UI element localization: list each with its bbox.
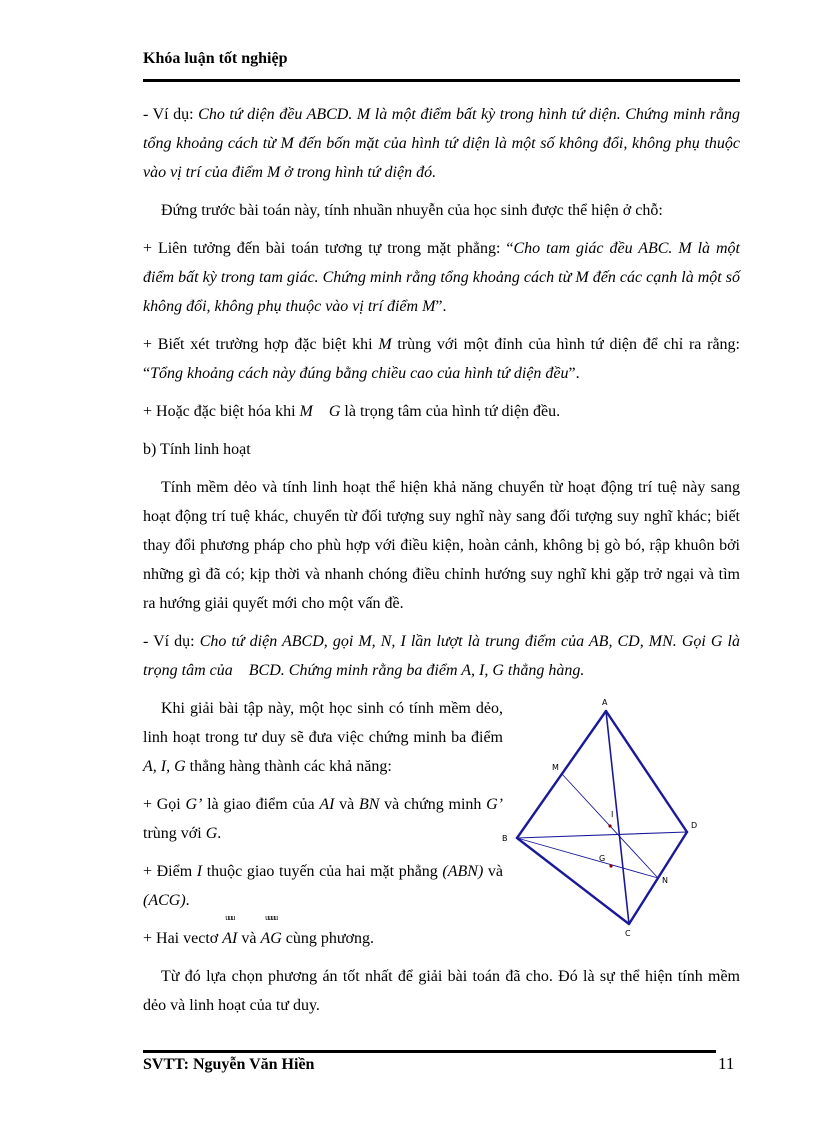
bullet-analogy: + Liên tưởng đến bài toán tương tự trong mặt phẳng: “Cho tam giác đều ABC. M là một điểm bất kỳ trong tam giác. Chứng minh rằng tổng khoảng cách từ M đến các cạnh là một số không đổi, không phụ thuộc vào vị trí điểm M”. bbox=[143, 240, 740, 315]
vector-ag: uuuu AG bbox=[260, 913, 282, 947]
bullet-vectors: + Hai vectơ uuu AI và uuuu AG cùng phương. bbox=[143, 924, 740, 953]
label-d: D bbox=[691, 821, 698, 830]
point-i bbox=[608, 824, 611, 827]
edge-ab bbox=[517, 711, 606, 838]
header-title: Khóa luận tốt nghiệp bbox=[143, 50, 288, 67]
label-m: M bbox=[552, 763, 559, 772]
example-label: - Ví dụ: bbox=[143, 106, 199, 123]
flexibility-paragraph: Tính mềm dẻo và tính linh hoạt thể hiện khả năng chuyển từ hoạt động trí tuệ này sang hoạt động trí tuệ khác, chuyển từ đối tượng suy nghĩ này sang đối tượng suy nghĩ khác; biết thay đổi phương pháp cho phù hợp với điều kiện, hoàn cảnh, không bị gò bó, rập khuôn bởi những gì đã có; kịp thời và nhanh chóng điều chỉnh hướng suy nghĩ khi gặp trở ngại và tìm ra hướng giải quyết mới cho một vấn đề. bbox=[143, 479, 740, 612]
vector-ai: uuu AI bbox=[222, 913, 238, 947]
solution-intro: Khi giải bài tập này, một học sinh có tính mềm dẻo, linh hoạt trong tư duy sẽ đưa việc chứng minh ba điểm A, I, G thẳng hàng thành các khả năng: bbox=[143, 700, 503, 775]
segment-bn bbox=[517, 838, 658, 878]
label-g: G bbox=[599, 854, 606, 863]
tetrahedron-diagram bbox=[502, 691, 740, 941]
header-rule bbox=[143, 79, 740, 82]
main-content bbox=[143, 100, 740, 1029]
edge-bd bbox=[517, 832, 687, 838]
example-paragraph-2: - Ví dụ: Cho tứ diện ABCD, gọi M, N, I lần lượt là trung điểm của AB, CD, MN. Gọi G là trọng tâm của BCD. Chứng minh rằng ba điểm A, I, G thẳng hàng. bbox=[143, 633, 740, 679]
example-paragraph-1 bbox=[143, 100, 740, 187]
bullet-planes: + Điểm I thuộc giao tuyến của hai mặt phẳng (ABN) và (ACG). bbox=[143, 863, 504, 909]
bullet-special-case: + Biết xét trường hợp đặc biệt khi M trùng với một đỉnh của hình tứ diện để chỉ ra rằng: “Tổng khoảng cách này đúng bằng chiều cao của hình tứ diện đều”. bbox=[143, 336, 741, 382]
edge-bc bbox=[517, 838, 629, 924]
tetrahedron-figure bbox=[502, 691, 740, 941]
conclusion-paragraph: Từ đó lựa chọn phương án tốt nhất để giải bài toán đã cho. Đó là sự thể hiện tính mềm dẻo và linh hoạt của tư duy. bbox=[143, 968, 740, 1014]
label-a: A bbox=[602, 698, 608, 707]
point-g bbox=[609, 864, 612, 867]
edge-ad bbox=[606, 711, 687, 832]
example-statement: Cho tứ diện đều ABCD. M là một điểm bất kỳ trong hình tứ diện. Chứng minh rằng tổng khoảng cách từ M đến bốn mặt của hình tứ diện là một số không đổi, không phụ thuộc vào vị trí của điểm M ở trong hình tứ diện đó. bbox=[143, 106, 740, 181]
edge-ac bbox=[606, 711, 629, 924]
bullet-intersection: + Gọi G’ là giao điểm của AI và BN và chứng minh G’ trùng với G. bbox=[143, 796, 504, 842]
label-c: C bbox=[625, 929, 631, 938]
page-number: 11 bbox=[718, 1054, 735, 1073]
intro-paragraph: Đứng trước bài toán này, tính nhuần nhuyễn của học sinh được thể hiện ở chỗ: bbox=[161, 202, 663, 219]
footer-author: SVTT: Nguyễn Văn Hiền bbox=[143, 1056, 315, 1073]
bullet-centroid: + Hoặc đặc biệt hóa khi M G là trọng tâm của hình tứ diện đều. bbox=[143, 403, 561, 420]
label-b: B bbox=[502, 834, 508, 843]
section-heading-flexibility: b) Tính linh hoạt bbox=[143, 441, 251, 458]
label-i: I bbox=[611, 810, 614, 819]
label-n: N bbox=[662, 876, 668, 885]
footer-rule bbox=[143, 1050, 716, 1053]
